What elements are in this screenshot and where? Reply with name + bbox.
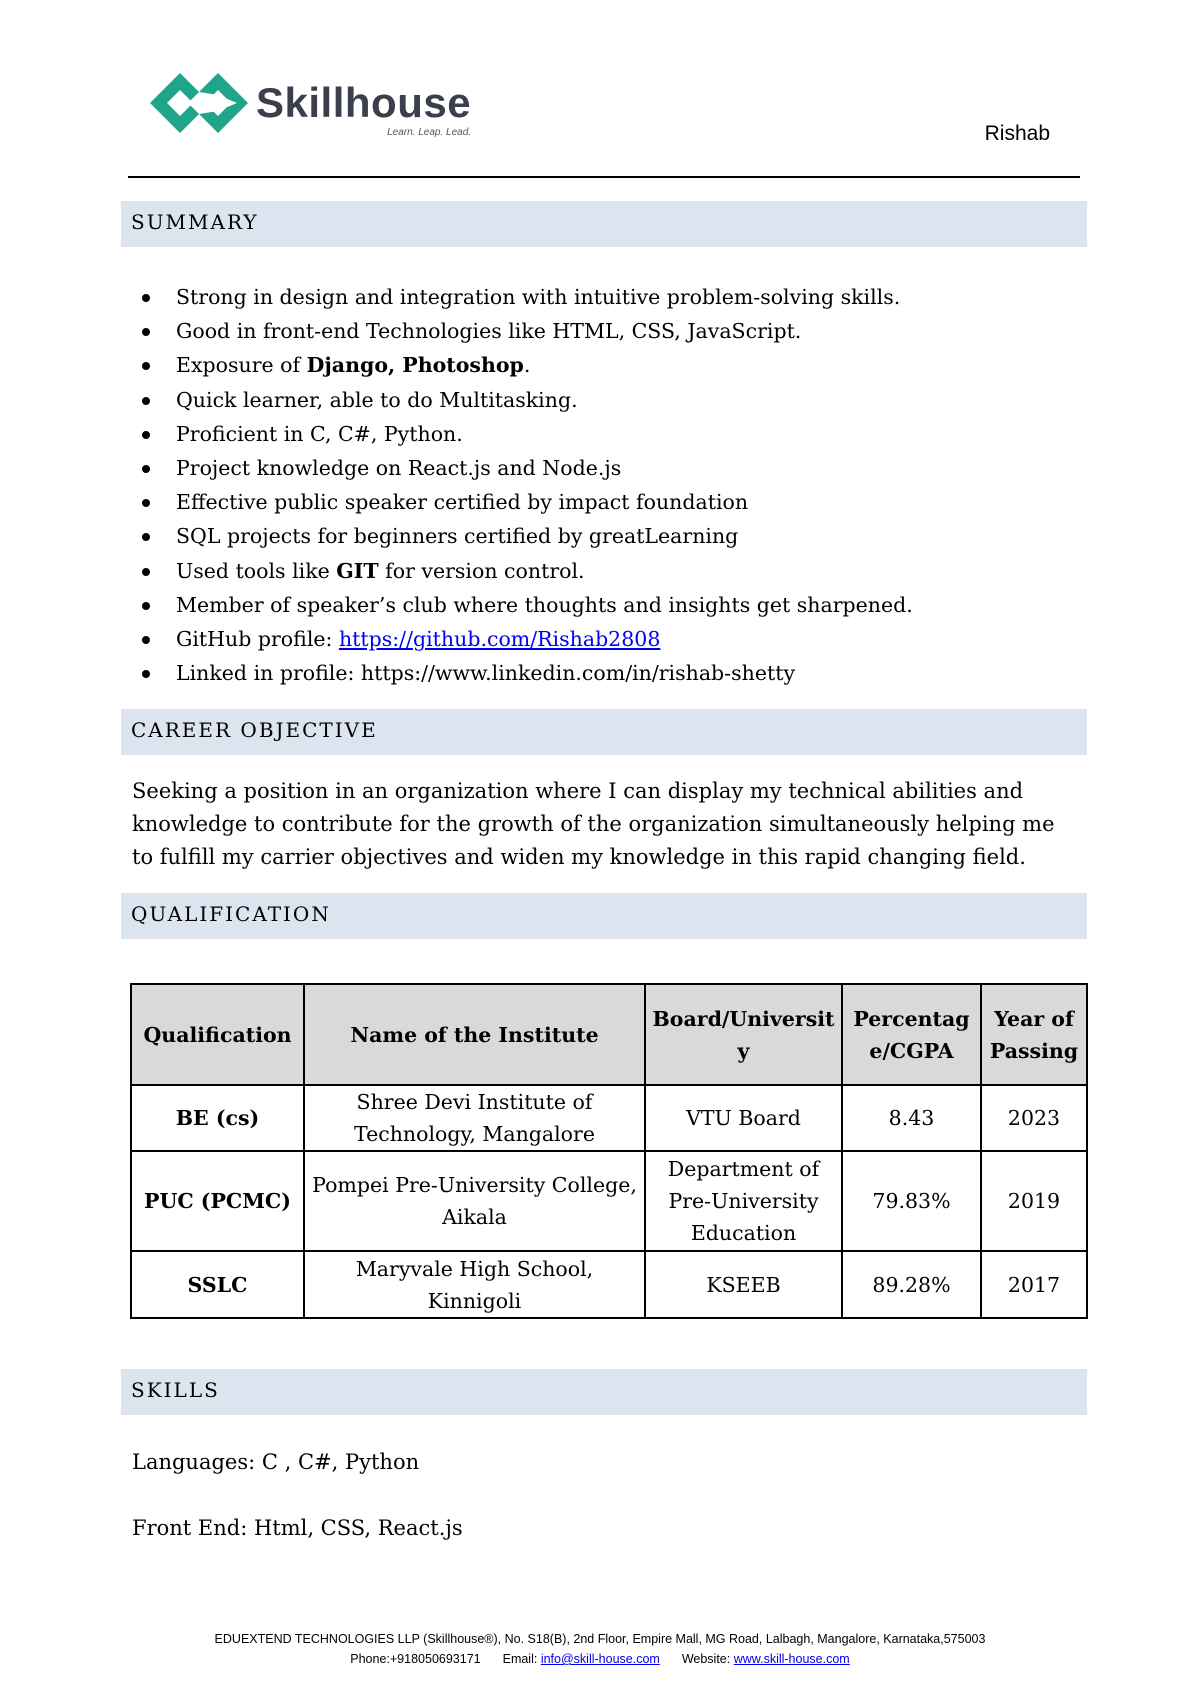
table-cell: VTU Board: [645, 1085, 842, 1151]
header-divider: [128, 176, 1080, 178]
table-cell: Pompei Pre-University College, Aikala: [304, 1151, 645, 1251]
qualification-table: [130, 983, 1088, 1319]
footer-phone: Phone:+918050693171: [350, 1652, 481, 1666]
section-career-objective: [121, 709, 1087, 755]
logo-tagline: Learn. Leap. Lead.: [387, 127, 472, 138]
list-item: Project knowledge on React.js and Node.js: [140, 451, 913, 485]
list-item: Good in front-end Technologies like HTML, CSS, JavaScript.: [140, 314, 913, 348]
table-header-row: [131, 984, 1087, 1085]
list-item: Exposure of Django, Photoshop.: [140, 348, 913, 382]
table-row: [131, 1151, 1087, 1251]
footer-email-label: Email:: [502, 1652, 538, 1666]
table-cell: Maryvale High School, Kinnigoli: [304, 1251, 645, 1318]
candidate-name: Rishab: [984, 122, 1050, 145]
list-item: Member of speaker’s club where thoughts and insights get sharpened.: [140, 588, 913, 622]
list-item: Strong in design and integration with intuitive problem-solving skills.: [140, 280, 913, 314]
list-item: Quick learner, able to do Multitasking.: [140, 383, 913, 417]
github-link[interactable]: https://github.com/Rishab2808: [338, 626, 661, 651]
table-cell: 2023: [981, 1085, 1087, 1151]
table-cell: 8.43: [842, 1085, 981, 1151]
table-cell: SSLC: [131, 1251, 304, 1318]
table-cell: KSEEB: [645, 1251, 842, 1318]
list-item: Used tools like GIT for version control.: [140, 554, 913, 588]
footer-email-link[interactable]: info@skill-house.com: [540, 1652, 660, 1666]
table-cell: 79.83%: [842, 1151, 981, 1251]
table-cell: 2019: [981, 1151, 1087, 1251]
skillhouse-logo: [148, 70, 471, 136]
table-cell: PUC (PCMC): [131, 1151, 304, 1251]
table-cell: 89.28%: [842, 1251, 981, 1318]
logo-name: Skillhouse: [256, 79, 472, 126]
footer-address: EDUEXTEND TECHNOLOGIES LLP (Skillhouse®), No. S18(B), 2nd Floor, Empire Mall, MG Road, Lalbagh, Mangalore, Karnataka,575003: [214, 1632, 986, 1646]
career-objective-text: Seeking a position in an organization where I can display my technical abilities and knowledge to contribute for the growth of the organization simultaneously helping me to fulfill my carrier objectives and widen my knowledge in this rapid changing field.: [132, 779, 1055, 869]
section-title: CAREER OBJECTIVE: [131, 718, 378, 742]
list-item: GitHub profile: https://github.com/Rishab2808: [140, 622, 913, 656]
summary-list: [140, 280, 913, 690]
section-summary: [121, 201, 1087, 247]
list-item: Effective public speaker certified by impact foundation: [140, 485, 913, 519]
footer-contact: [0, 1652, 1200, 1666]
section-skills: [121, 1369, 1087, 1415]
skillhouse-diamond-icon: [148, 70, 250, 136]
footer-website-label: Website:: [681, 1652, 731, 1666]
table-cell: 2017: [981, 1251, 1087, 1318]
skills-languages: Languages: C , C#, Python: [132, 1450, 420, 1474]
table-row: [131, 1251, 1087, 1318]
skills-front-end: Front End: Html, CSS, React.js: [132, 1516, 463, 1540]
table-cell: Department of Pre-University Education: [645, 1151, 842, 1251]
table-cell: Shree Devi Institute of Technology, Mangalore: [304, 1085, 645, 1151]
list-item: Linked in profile: https://www.linkedin.com/in/rishab-shetty: [140, 656, 913, 690]
section-title: QUALIFICATION: [131, 902, 331, 926]
footer-website-link[interactable]: www.skill-house.com: [733, 1652, 850, 1666]
column-header: Qualification: [131, 984, 304, 1085]
list-item: SQL projects for beginners certified by greatLearning: [140, 519, 913, 553]
column-header: Year of Passing: [981, 984, 1087, 1085]
column-header: Board/University: [645, 984, 842, 1085]
table-row: [131, 1085, 1087, 1151]
table-cell: BE (cs): [131, 1085, 304, 1151]
list-item: Proficient in C, C#, Python.: [140, 417, 913, 451]
column-header: Percentage/CGPA: [842, 984, 981, 1085]
section-qualification: [121, 893, 1087, 939]
section-title: SKILLS: [131, 1378, 220, 1402]
column-header: Name of the Institute: [304, 984, 645, 1085]
section-title: SUMMARY: [131, 210, 259, 234]
